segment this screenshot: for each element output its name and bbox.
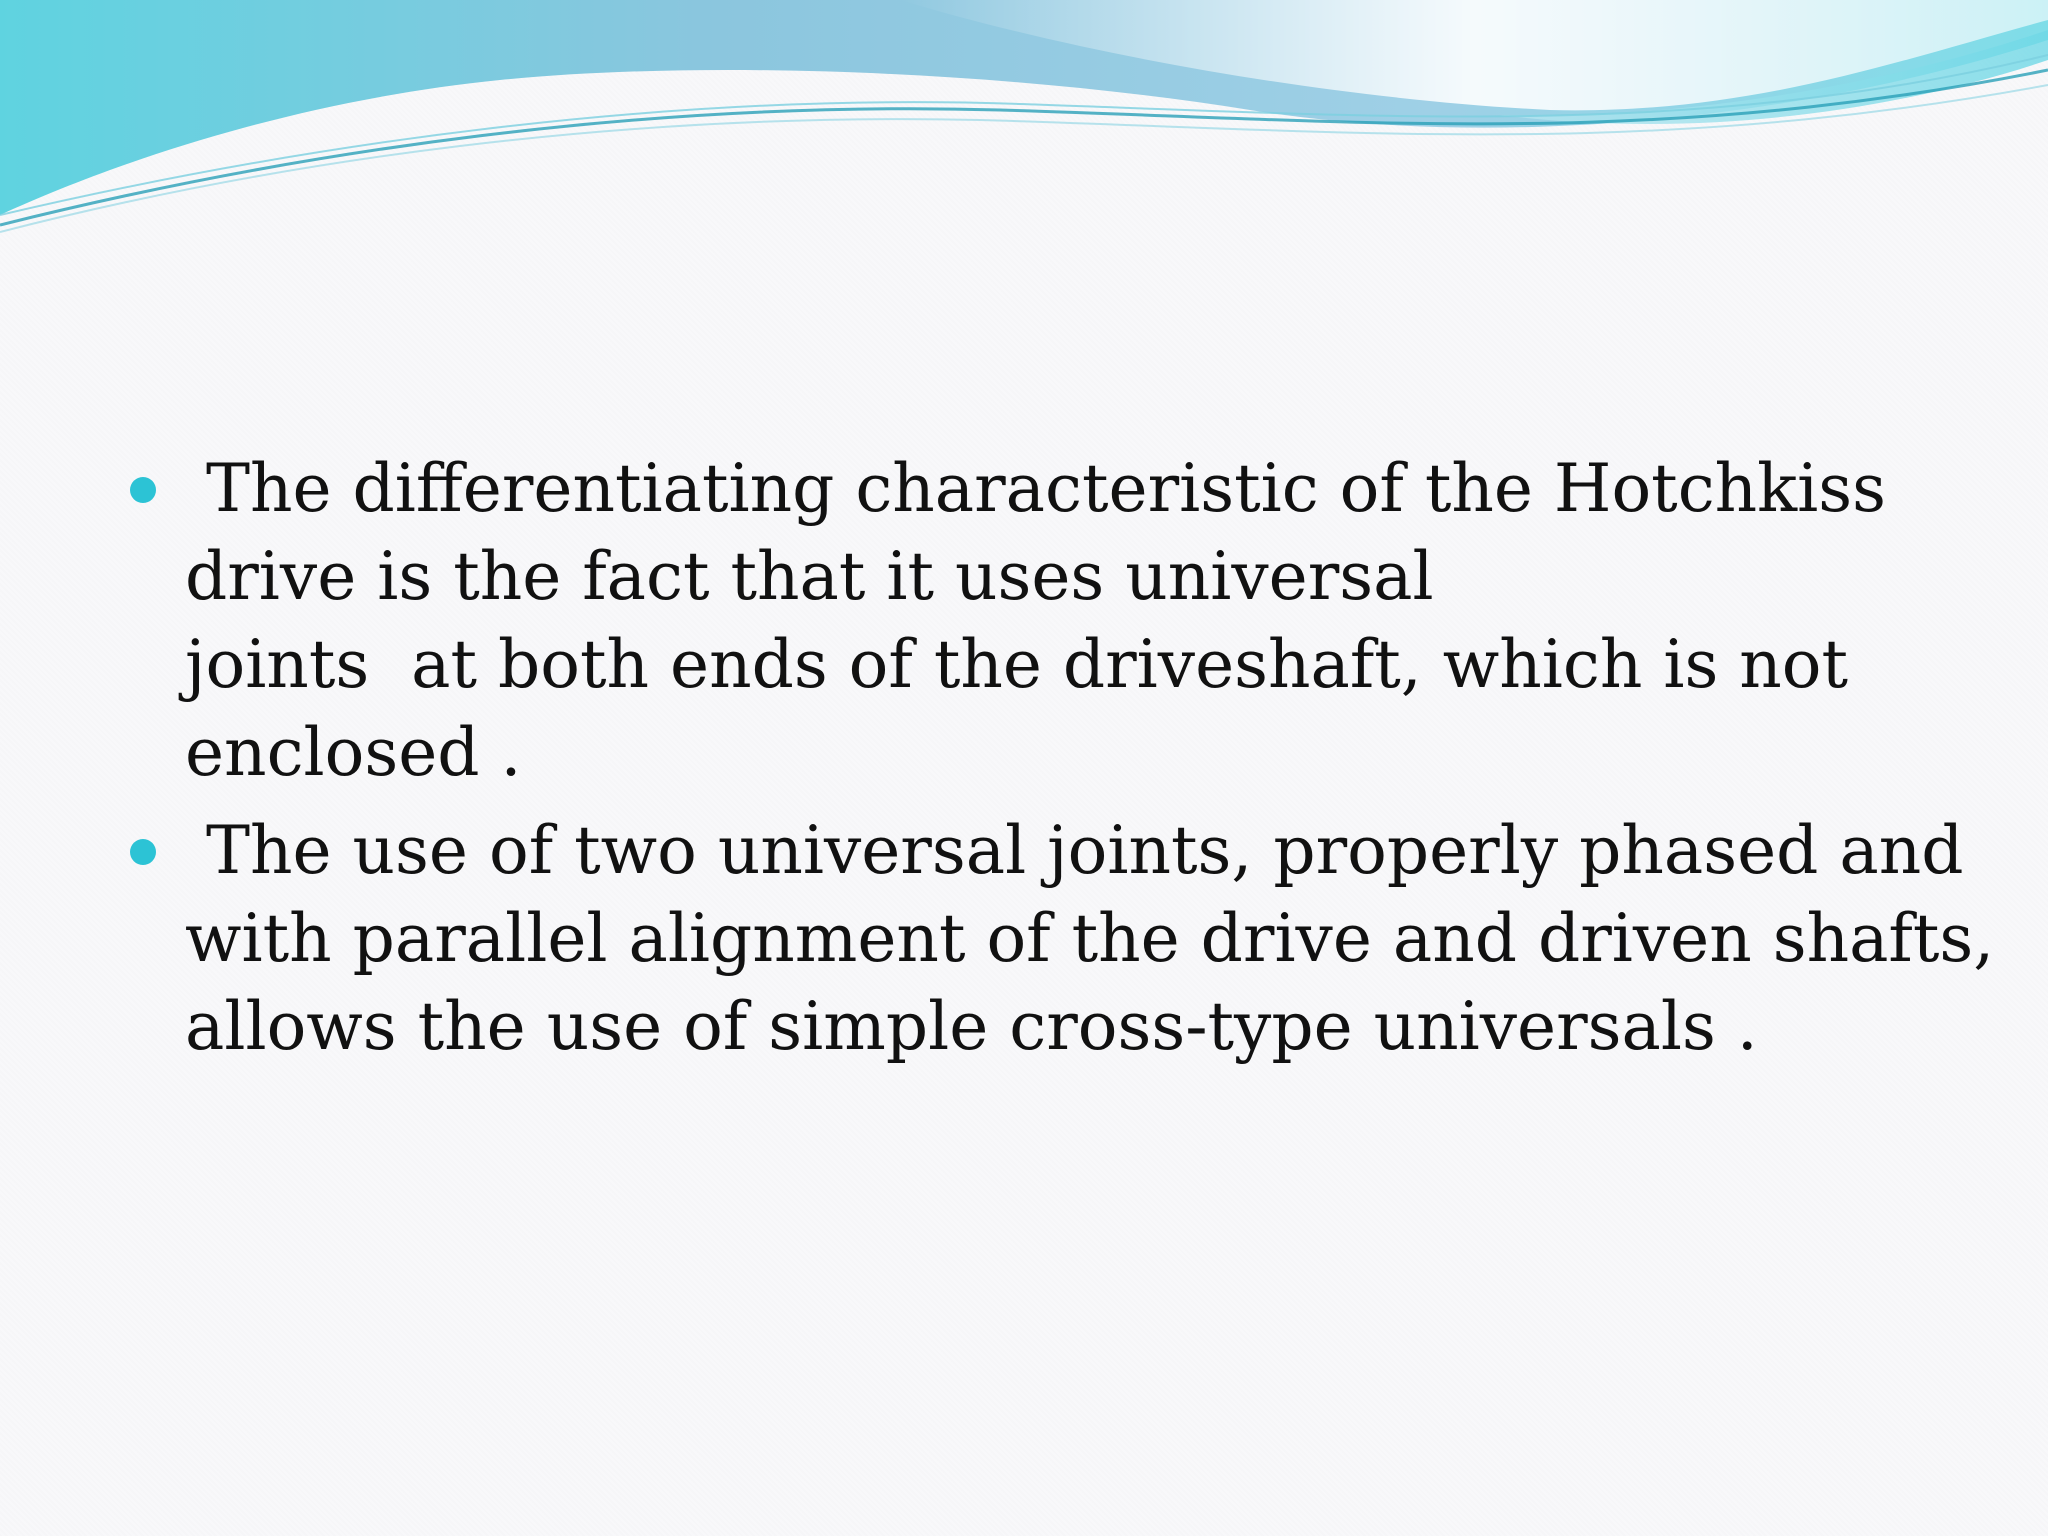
bullet-dot-icon <box>130 477 156 503</box>
bullet-line: The differentiating characteristic of the Hotchkiss <box>185 450 1887 527</box>
bullet-line: with parallel alignment of the drive and driven shafts, <box>185 900 1995 977</box>
bullet-line: drive is the fact that it uses universal <box>185 538 1434 615</box>
bullet-line: enclosed . <box>185 714 522 791</box>
bullet-item-universal-joints <box>130 807 1995 1071</box>
bullet-line: allows the use of simple cross-type universals . <box>185 988 1758 1065</box>
slide-content <box>130 445 1995 1081</box>
wave-banner-decoration <box>0 0 2048 240</box>
bullet-dot-icon <box>130 839 156 865</box>
bullet-list <box>130 445 1995 1071</box>
bullet-item-hotchkiss-characteristic <box>130 445 1930 797</box>
bullet-line: The use of two universal joints, properly phased and <box>185 812 1964 889</box>
bullet-line: joints at both ends of the driveshaft, which is not <box>185 626 1849 703</box>
